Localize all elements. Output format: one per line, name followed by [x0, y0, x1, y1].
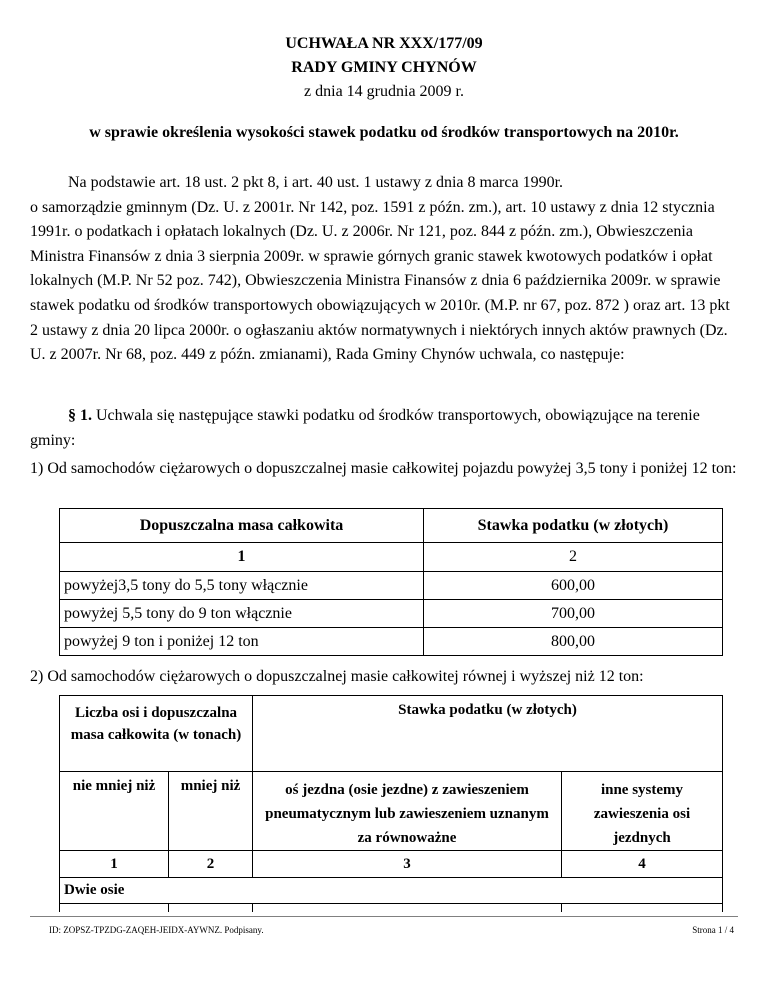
preamble	[30, 171, 740, 368]
footer-divider	[30, 916, 738, 917]
table-2-group-two-axles: Dwie osie	[60, 878, 723, 904]
preamble-body: o samorządzie gminnym (Dz. U. z 2001r. Nr 142, poz. 1591 z późn. zm.), art. 10 ustawy z dnia 12 stycznia 1991r. o podatkach i opłatach lokalnych (Dz. U. z 2006r. Nr 121, poz. 844 z późn. zm.), Obwieszczenia Ministra Finansów z dnia 3 sierpnia 2009r. w sprawie górnych granic stawek kwotowych podatków i opłat lokalnych (M.P. Nr 52 poz. 742), Obwieszczenia Ministra Finansów z dnia 6 października 2009r. w sprawie stawek podatku od środków transportowych obowiązujących w 2010r. (M.P. nr 67, poz. 872 ) oraz art. 13 pkt 2 ustawy z dnia 20 lipca 2000r. o ogłaszaniu aktów normatywnych i niektórych innych aktów prawnych (Dz. U. z 2007r. Nr 68, poz. 449 z późn. zmianami), Rada Gminy Chynów uchwala, co następuje:	[30, 198, 730, 364]
table-2-colnum-4: 4	[562, 851, 723, 878]
section-1-mark: § 1.	[68, 407, 92, 424]
footer-page-number: Strona 1 / 4	[692, 925, 734, 935]
table-2-less: mniej niż	[169, 772, 253, 851]
table-2	[59, 695, 723, 912]
table-1-colnum-1: 1	[60, 543, 424, 572]
table-2-colnum-2: 2	[169, 851, 253, 878]
item-2-text: 2) Od samochodów ciężarowych o dopuszczalnej masie całkowitej równej i wyższej niż 12 ton:	[30, 668, 644, 685]
resolution-date: z dnia 14 grudnia 2009 r.	[304, 83, 464, 100]
table-1-colnum-2: 2	[424, 543, 723, 572]
council-name: RADY GMINY CHYNÓW	[291, 59, 477, 76]
table-1-mass: powyżej3,5 tony do 5,5 tony włącznie	[60, 572, 424, 600]
table-2-colnum-3: 3	[253, 851, 562, 878]
item-1-text: 1) Od samochodów ciężarowych o dopuszczalnej masie całkowitej pojazdu powyżej 3,5 tony i poniżej 12 ton:	[30, 460, 737, 477]
preamble-first-line: Na podstawie art. 18 ust. 2 pkt 8, i art. 40 ust. 1 ustawy z dnia 8 marca 1990r.	[68, 174, 564, 191]
table-1-mass: powyżej 5,5 tony do 9 ton włącznie	[60, 600, 424, 628]
table-1-rate: 600,00	[424, 572, 723, 600]
resolution-number: UCHWAŁA NR XXX/177/09	[285, 35, 483, 52]
table-row	[60, 628, 723, 656]
table-row	[60, 600, 723, 628]
table-1-mass: powyżej 9 ton i poniżej 12 ton	[60, 628, 424, 656]
table-1	[59, 508, 723, 656]
table-2-not-less: nie mniej niż	[60, 772, 169, 851]
table-1-rate: 800,00	[424, 628, 723, 656]
resolution-subject: w sprawie określenia wysokości stawek podatku od środków transportowych na 2010r.	[89, 124, 679, 141]
table-row	[60, 572, 723, 600]
table-1-rate: 700,00	[424, 600, 723, 628]
table-2-air-suspension: oś jezdna (osie jezdne) z zawieszeniem pneumatycznym lub zawieszeniem uznanym za równoważne	[253, 772, 562, 851]
table-2-other-suspension: inne systemy zawieszenia osi jezdnych	[562, 772, 723, 851]
table-2-colnum-1: 1	[60, 851, 169, 878]
section-1-text: Uchwala się następujące stawki podatku od środków transportowych, obowiązujące na terenie gminy:	[30, 407, 700, 449]
table-2-header-axes: Liczba osi i dopuszczalna masa całkowita (w tonach)	[60, 696, 253, 772]
footer-document-id: ID: ZOPSZ-TPZDG-ZAQEH-JEIDX-AYWNZ. Podpisany.	[49, 925, 264, 935]
table-2-header-rate: Stawka podatku (w złotych)	[253, 696, 723, 772]
section-1	[30, 404, 740, 453]
table-1-header-rate: Stawka podatku (w złotych)	[424, 509, 723, 543]
table-1-header-mass: Dopuszczalna masa całkowita	[60, 509, 424, 543]
